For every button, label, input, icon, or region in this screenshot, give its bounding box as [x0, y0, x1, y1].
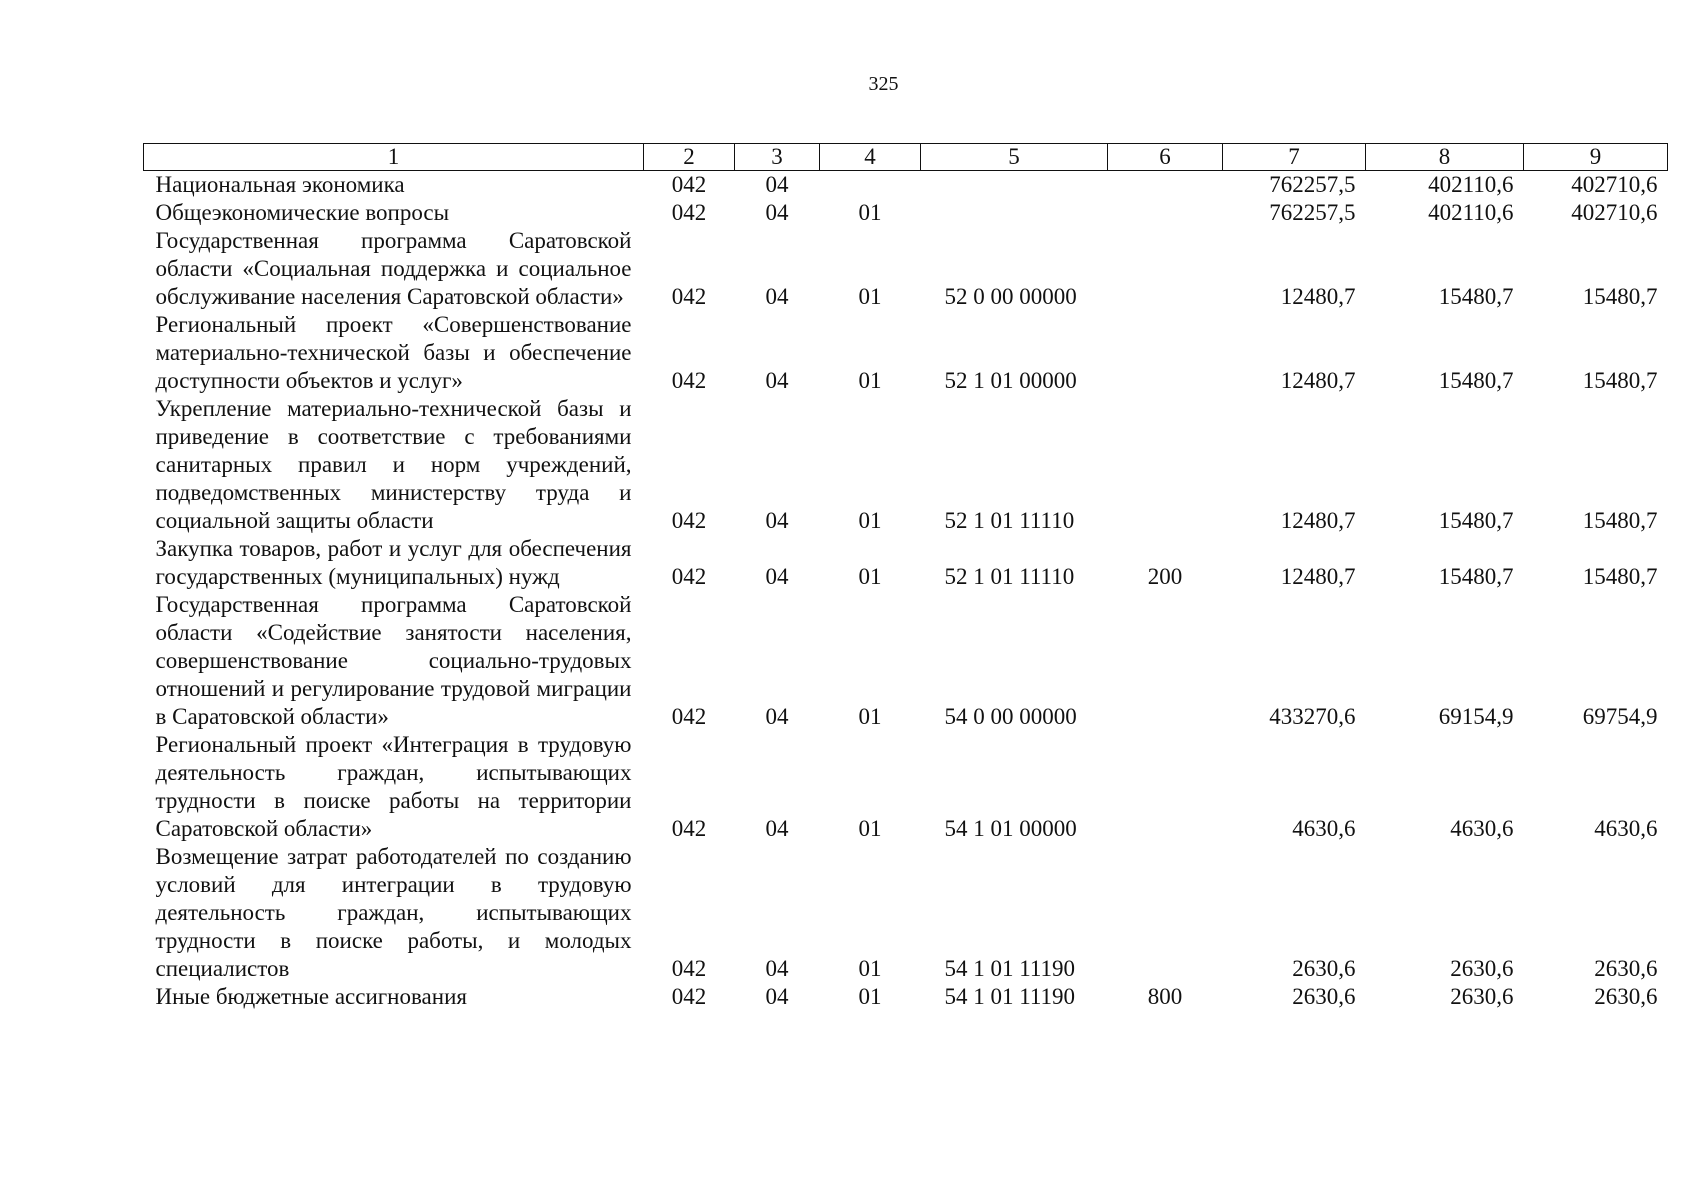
- target-article-code: 52 1 01 00000: [944, 368, 1077, 393]
- section-code: 04: [765, 368, 789, 393]
- ministry-code: 042: [671, 984, 707, 1009]
- column-header: 4: [820, 144, 921, 171]
- section-code: 04: [765, 172, 789, 197]
- column-header: 5: [921, 144, 1108, 171]
- column-header: 3: [735, 144, 820, 171]
- section-code: 04: [765, 200, 789, 225]
- amount-col-8: 69154,9: [1438, 704, 1514, 729]
- amount-col-7: 762257,5: [1269, 172, 1356, 197]
- expense-type-code: [1108, 171, 1223, 200]
- table-row: [144, 535, 1668, 591]
- subsection-code: 01: [858, 200, 882, 225]
- amount-col-8: 15480,7: [1438, 564, 1514, 589]
- subsection-code: 01: [858, 368, 882, 393]
- table-row: [144, 983, 1668, 1011]
- target-article-code: [921, 171, 1108, 200]
- amount-col-7: 12480,7: [1280, 368, 1356, 393]
- amount-col-7: 762257,5: [1269, 200, 1356, 225]
- table-row: [144, 227, 1668, 311]
- item-name: Возмещение затрат работодателей по созданию условий для интеграции в трудовую деятельность граждан, испытывающих трудности в поиске работы, и молодых специалистов: [155, 844, 632, 981]
- target-article-code: 54 0 00 00000: [944, 704, 1077, 729]
- ministry-code: 042: [671, 200, 707, 225]
- amount-col-8: 402110,6: [1428, 200, 1514, 225]
- target-article-code: [921, 199, 1108, 227]
- amount-col-7: 12480,7: [1280, 564, 1356, 589]
- table-row: [144, 731, 1668, 843]
- subsection-code: 01: [858, 816, 882, 841]
- amount-col-9: 15480,7: [1582, 284, 1658, 309]
- section-code: 04: [765, 508, 789, 533]
- amount-col-9: 402710,6: [1571, 172, 1658, 197]
- table-row: [144, 199, 1668, 227]
- item-name: Закупка товаров, работ и услуг для обеспечения государственных (муниципальных) нужд: [155, 536, 632, 589]
- header-row: [144, 144, 1668, 171]
- subsection-code: 01: [858, 564, 882, 589]
- subsection-code: 01: [858, 284, 882, 309]
- table-row: [144, 311, 1668, 395]
- ministry-code: 042: [671, 704, 707, 729]
- amount-col-8: 2630,6: [1450, 956, 1514, 981]
- amount-col-7: 12480,7: [1280, 284, 1356, 309]
- target-article-code: 54 1 01 11190: [944, 984, 1076, 1009]
- item-name: Иные бюджетные ассигнования: [155, 984, 467, 1009]
- table-body: [144, 171, 1668, 1012]
- column-header: 1: [144, 144, 644, 171]
- item-name: Государственная программа Саратовской области «Социальная поддержка и социальное обслуживание населения Саратовской области»: [155, 228, 632, 309]
- amount-col-9: 15480,7: [1582, 564, 1658, 589]
- expense-type-code: [1108, 731, 1223, 843]
- item-name: Региональный проект «Интеграция в трудовую деятельность граждан, испытывающих трудности в поиске работы на территории Саратовской области»: [155, 732, 632, 841]
- amount-col-9: 4630,6: [1594, 816, 1658, 841]
- table-row: [144, 591, 1668, 731]
- amount-col-8: 15480,7: [1438, 508, 1514, 533]
- amount-col-8: 402110,6: [1428, 172, 1514, 197]
- amount-col-8: 4630,6: [1450, 816, 1514, 841]
- table-row: [144, 395, 1668, 535]
- section-code: 04: [765, 984, 789, 1009]
- amount-col-9: 402710,6: [1571, 200, 1658, 225]
- section-code: 04: [765, 564, 789, 589]
- item-name: Региональный проект «Совершенствование материально-технической базы и обеспечение доступности объектов и услуг»: [155, 312, 632, 393]
- subsection-code: [820, 171, 921, 200]
- amount-col-9: 2630,6: [1594, 984, 1658, 1009]
- amount-col-7: 4630,6: [1292, 816, 1356, 841]
- expense-type-code: [1108, 591, 1223, 731]
- target-article-code: 54 1 01 00000: [944, 816, 1077, 841]
- subsection-code: 01: [858, 984, 882, 1009]
- item-name: Национальная экономика: [155, 172, 405, 197]
- target-article-code: 54 1 01 11190: [944, 956, 1076, 981]
- expense-type-code: [1108, 199, 1223, 227]
- amount-col-7: 433270,6: [1269, 704, 1356, 729]
- expense-type-code: [1108, 227, 1223, 311]
- section-code: 04: [765, 956, 789, 981]
- expense-type-code: [1108, 843, 1223, 983]
- target-article-code: 52 1 01 11110: [944, 564, 1075, 589]
- amount-col-9: 15480,7: [1582, 508, 1658, 533]
- amount-col-9: 2630,6: [1594, 956, 1658, 981]
- subsection-code: 01: [858, 704, 882, 729]
- ministry-code: 042: [671, 172, 707, 197]
- amount-col-8: 15480,7: [1438, 284, 1514, 309]
- amount-col-9: 69754,9: [1582, 704, 1658, 729]
- page-number: 325: [868, 73, 899, 95]
- ministry-code: 042: [671, 368, 707, 393]
- target-article-code: 52 1 01 11110: [944, 508, 1075, 533]
- ministry-code: 042: [671, 508, 707, 533]
- item-name: Укрепление материально-технической базы и приведение в соответствие с требованиями санитарных правил и норм учреждений, подведомственных министерству труда и социальной защиты области: [155, 396, 632, 533]
- amount-col-7: 2630,6: [1292, 984, 1356, 1009]
- amount-col-9: 15480,7: [1582, 368, 1658, 393]
- amount-col-8: 2630,6: [1450, 984, 1514, 1009]
- expense-type-code: [1108, 395, 1223, 535]
- section-code: 04: [765, 816, 789, 841]
- subsection-code: 01: [858, 508, 882, 533]
- ministry-code: 042: [671, 284, 707, 309]
- target-article-code: 52 0 00 00000: [944, 284, 1077, 309]
- expense-type-code: 800: [1147, 984, 1183, 1009]
- section-code: 04: [765, 284, 789, 309]
- budget-table: [143, 143, 1668, 1011]
- ministry-code: 042: [671, 956, 707, 981]
- expense-type-code: [1108, 311, 1223, 395]
- ministry-code: 042: [671, 816, 707, 841]
- column-header: 9: [1524, 144, 1668, 171]
- column-header: 2: [644, 144, 735, 171]
- item-name: Общеэкономические вопросы: [155, 200, 450, 225]
- column-header: 8: [1366, 144, 1524, 171]
- ministry-code: 042: [671, 564, 707, 589]
- amount-col-7: 2630,6: [1292, 956, 1356, 981]
- column-header: 6: [1108, 144, 1223, 171]
- amount-col-7: 12480,7: [1280, 508, 1356, 533]
- item-name: Государственная программа Саратовской области «Содействие занятости населения, совершенствование социально-трудовых отношений и регулирование трудовой миграции в Саратовской области»: [155, 592, 632, 729]
- table-row: [144, 843, 1668, 983]
- expense-type-code: 200: [1147, 564, 1183, 589]
- table-header: [144, 144, 1668, 171]
- section-code: 04: [765, 704, 789, 729]
- subsection-code: 01: [858, 956, 882, 981]
- amount-col-8: 15480,7: [1438, 368, 1514, 393]
- table-row: [144, 171, 1668, 200]
- column-header: 7: [1223, 144, 1366, 171]
